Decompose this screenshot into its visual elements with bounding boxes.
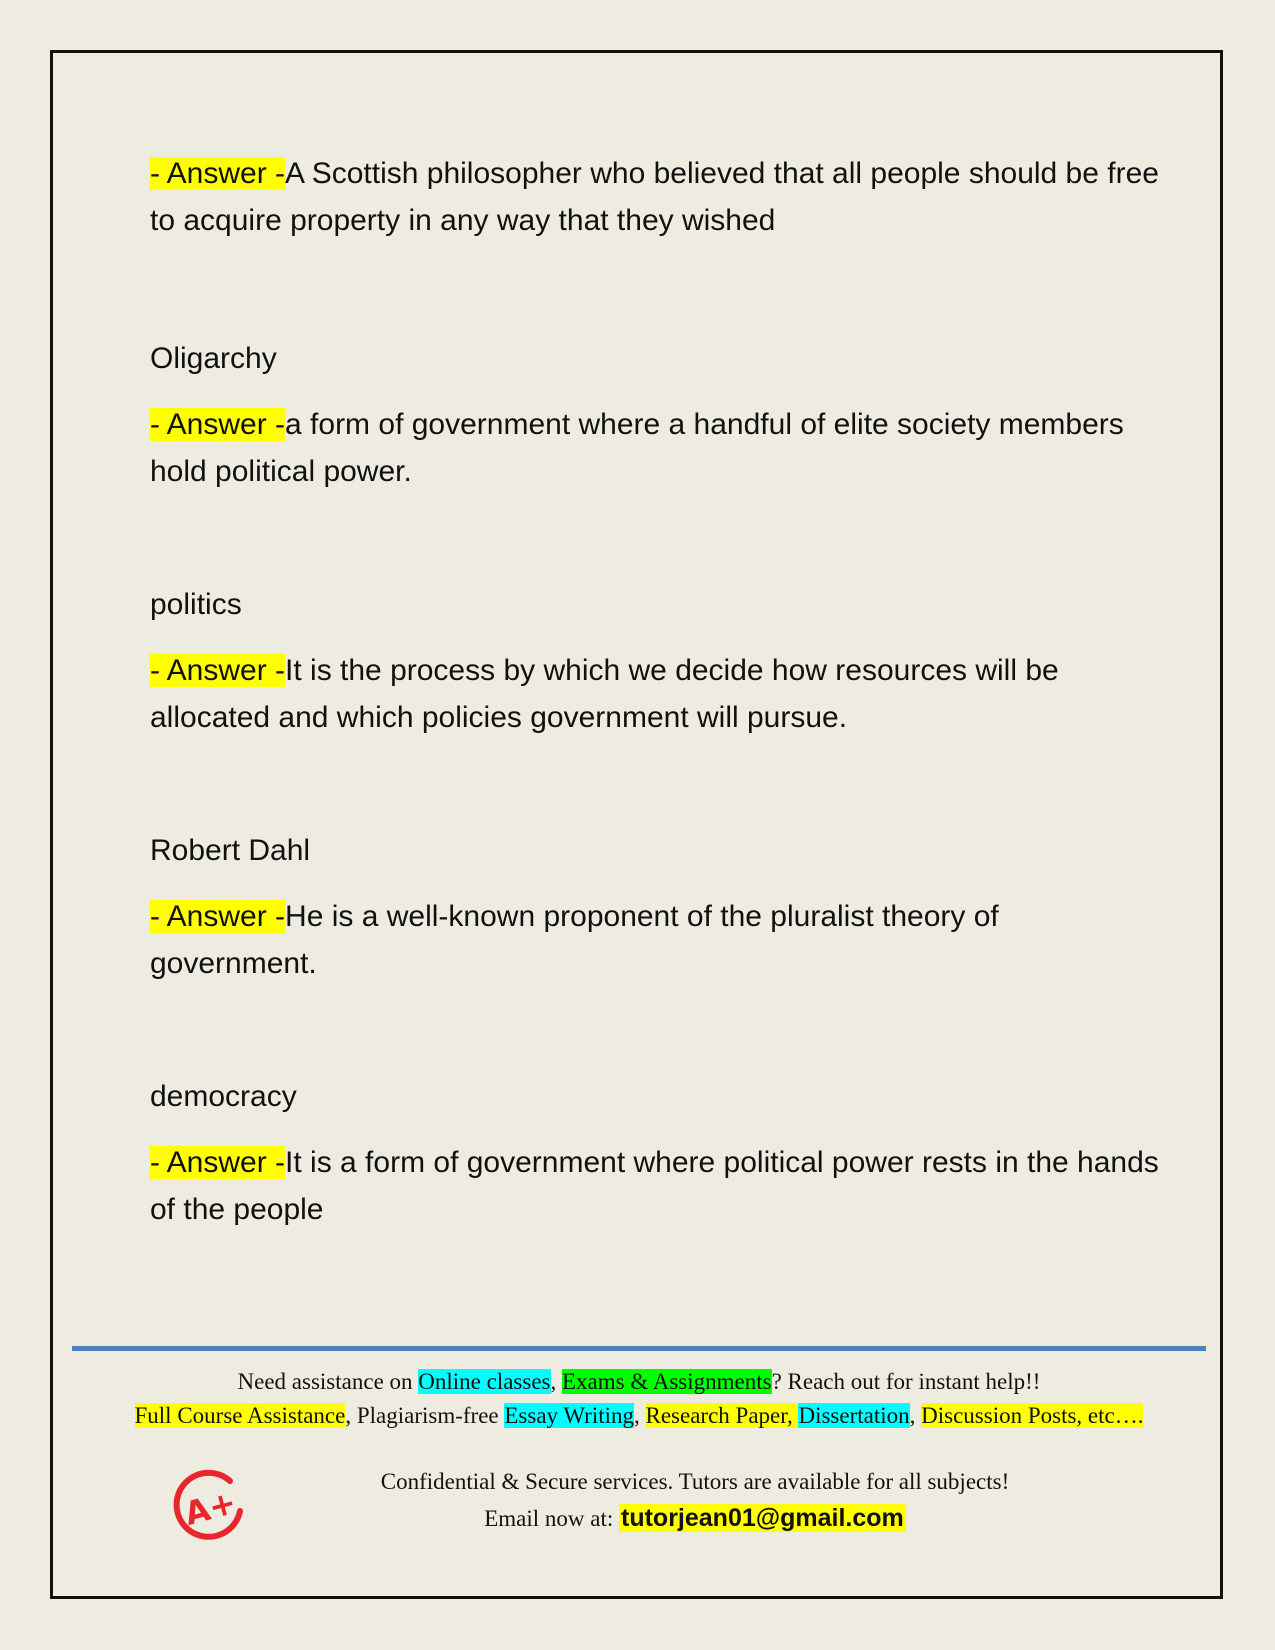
answer-prefix: - Answer - [150,157,286,190]
footer-text: Need assistance on [237,1369,419,1394]
answer-entry-4 [150,893,1160,987]
answer-entry-5 [150,1139,1160,1233]
footer-line-2 [72,1401,1206,1431]
logo-text: A+ [180,1482,241,1533]
answer-entry-2 [150,401,1160,495]
highlight-dissertation: Dissertation [798,1403,910,1428]
highlight-discussion-posts: Discussion Posts, etc…. [921,1403,1144,1428]
answer-prefix: - Answer - [150,408,286,441]
footer-text: , [909,1403,922,1428]
email-label: Email now at: [484,1506,619,1531]
answer-prefix: - Answer - [150,654,286,687]
footer-top-rule [72,1346,1206,1351]
answer-prefix: - Answer - [150,900,286,933]
a-plus-grade-icon [170,1467,250,1547]
answer-prefix: - Answer - [150,1146,286,1179]
term-robert-dahl: Robert Dahl [150,834,311,867]
footer-text: , [550,1369,562,1394]
footer-line-4 [160,1503,1230,1534]
answer-text: He is a well-known proponent of the pluralist theory of government. [150,900,999,980]
qa-list [150,150,1160,1323]
term-democracy: democracy [150,1080,297,1113]
highlight-exams-assignments: Exams & Assignments [562,1369,772,1394]
footer-line-1 [72,1367,1206,1397]
highlight-full-course: Full Course Assistance [134,1403,346,1428]
footer-text: , Plagiarism-free [345,1403,505,1428]
term-politics: politics [150,588,242,621]
answer-text: A Scottish philosopher who believed that all people should be free to acquire property in any way that they wished [150,157,1159,237]
answer-text: It is a form of government where political power rests in the hands of the people [150,1146,1159,1226]
answer-text: It is the process by which we decide how resources will be allocated and which policies government will pursue. [150,654,1059,734]
answer-text: a form of government where a handful of elite society members hold political power. [150,408,1124,488]
answer-entry-1 [150,150,1160,244]
highlight-research-paper: Research Paper, [645,1403,799,1428]
highlight-online-classes: Online classes [418,1369,551,1394]
footer-line-3: Confidential & Secure services. Tutors are available for all subjects! [380,1469,1010,1494]
term-oligarchy: Oligarchy [150,342,277,375]
email-address[interactable]: tutorjean01@gmail.com [621,1504,904,1532]
footer-text: , [634,1403,646,1428]
answer-entry-3 [150,647,1160,741]
highlight-essay-writing: Essay Writing [504,1403,634,1428]
footer-text: ? Reach out for instant help!! [771,1369,1041,1394]
